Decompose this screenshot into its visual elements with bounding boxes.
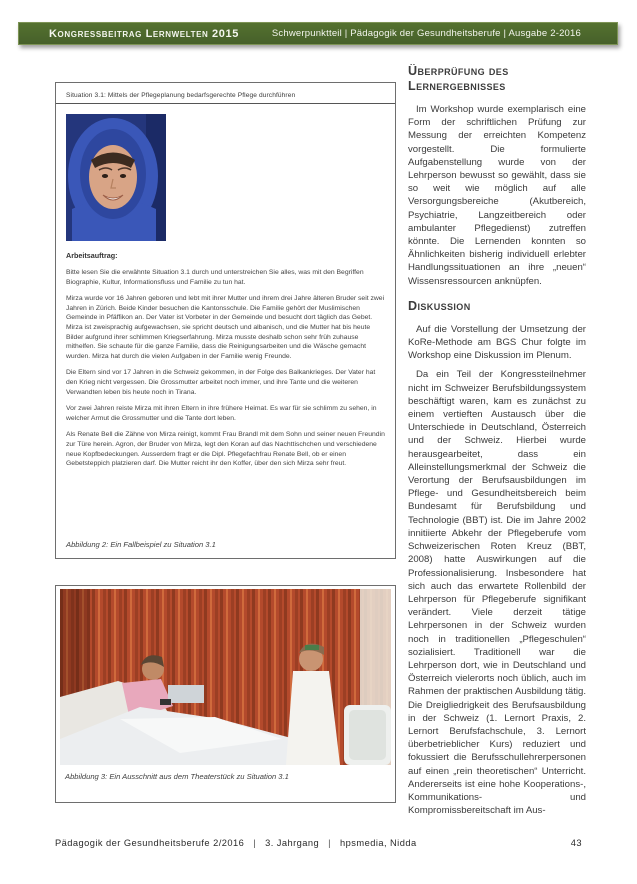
portrait-photo-graphic [66, 114, 166, 241]
case-paragraph: Bitte lesen Sie die erwähnte Situation 3.1 durch und unterstreichen Sie alles, was mit den Begriffen Biographie, Kultur, Informationsfluss und Familie zu tun hat. [66, 269, 364, 286]
page-footer [55, 838, 582, 848]
case-paragraph: Vor zwei Jahren reiste Mirza mit ihren Eltern in ihre frühere Heimat. Es war für sie schlimm zu sehen, in welcher Armut die Grossmutter und die Tante dort leben. [66, 405, 377, 422]
footer-volume: 3. Jahrgang [265, 838, 320, 848]
figure-2-case-study-box [55, 82, 396, 559]
case-paragraph: Mirza wurde vor 16 Jahren geboren und lebt mit ihrer Mutter und ihrem drei Jahre älteren Bruder seit zwei Jahren in Zürich. Beide Kinder besuchen die Kantonsschule. Die Familie gehört der Muslimischen Gemeinde in Pfäffikon an. Der Vater ist Vorbeter in der Gemeinde und besucht dort täglich das Gebet. Mirza ist zweisprachig aufgewachsen, sie spricht deutsch und albanisch, und die Mutter hat bis heute Bilder aufgrund ihrer schlimmen Kriegserfahrung. Mirza musste deshalb schon sehr früh zuhause mithelfen. Sie schaute für die ganze Familie, dass die Reinigungsarbeiten und die Wäsche gemacht wurden. Mirza hat durch die vielen Aufgaben in der Familie wenig Freunde. [66, 295, 385, 360]
page-number: 43 [570, 838, 582, 848]
case-paragraph: Als Renate Bell die Zähne von Mirza reinigt, kommt Frau Brandl mit dem Sohn und seiner neuen Freundin zur Türe herein. Agron, der Bruder von Mirza, legt den Koran auf das Nachttischchen und verschiedene neue Kopfbedeckungen. Ausserdem fragt er die Dipl. Pflegefachfrau Renate Bell, ob er einen Gebetsteppich platzieren darf. Die Mutter reicht ihr den Koffer, über den sich Mirza sehr freut. [66, 431, 385, 468]
theater-photo-graphic [60, 589, 391, 765]
figure-2-caption: Abbildung 2: Ein Fallbeispiel zu Situation 3.1 [66, 540, 216, 549]
footer-publisher: hpsmedia, Nidda [340, 838, 417, 848]
page-header-bar [18, 22, 618, 45]
case-photo-woman-hijab [66, 114, 166, 241]
footer-separator: | [328, 838, 332, 848]
situation-title: Situation 3.1: Mittels der Pflegeplanung bedarfsgerechte Pflege durchführen [56, 83, 395, 104]
header-issue-info: Schwerpunktteil | Pädagogik der Gesundheitsberufe | Ausgabe 2-2016 [271, 28, 581, 39]
article-column [408, 64, 586, 832]
theater-scene-photo [60, 589, 391, 765]
case-paragraph: Die Eltern sind vor 17 Jahren in die Schweiz gekommen, in der Folge des Balkankrieges. Der Vater hat den Krieg nicht vergessen. Die Grossmutter arbeitet noch immer, und ihre Tante und die weiteren Verwandten leben bis heute noch in Tirana. [66, 369, 376, 396]
header-congress-title: Kongressbeitrag Lernwelten 2015 [49, 27, 239, 40]
section-heading-diskussion: Diskussion [408, 298, 471, 313]
work-order-label: Arbeitsauftrag: [66, 251, 118, 260]
footer-imprint [55, 838, 417, 848]
article-paragraph: Im Workshop wurde exemplarisch eine Form der schriftlichen Prüfung zur Messung der erreichten Kompetenz vorgestellt. Die formulierte Aufgabenstellung wurde von der Lehrperson bewusst so gewählt, dass sie so weit wie möglich auf alle Versorgungsbereiche (Akutbereich, Psychiatrie, Langzeitbereich oder ambulanter Pflegedienst) zutreffen könnte. Die Lernenden konnten so Ähnlichkeiten bisherig individuell erlebter Handlungssituationen an ihre „neuen“ Wissensressourcen anknüpfen. [408, 104, 586, 287]
case-study-body [56, 104, 395, 469]
footer-journal-title: Pädagogik der Gesundheitsberufe 2/2016 [55, 838, 245, 848]
section-heading-lernergebnis: Überprüfung des Lernergebnisses [408, 64, 509, 93]
footer-separator: | [253, 838, 257, 848]
article-paragraph: Auf die Vorstellung der Umsetzung der KoRe-Methode am BGS Chur folgte im Workshop eine Diskussion im Plenum. [408, 323, 586, 362]
article-paragraph: Da ein Teil der Kongressteilnehmer nicht im Schweizer Berufsbildungssystem beschäftigt waren, kam es zunächst zu einem vertieften Austausch über die Unterschiede in Deutschland, Österreich und der Schweiz. Hierbei wurde herausgearbeitet, dass ein Alleinstellungsmerkmal der Schweiz die Verortung der Berufsausbildungen im Pflege- und Gesundheitsbereich beim Bundesamt für Berufsbildung und Technologie (BBT) ist. Die im Jahre 2002 innitiierte Abkehr der Pflegeberufe vom Schweizerischen Roten Kreuz (BBT, 2008) hatte Auswirkungen auf die Professionalisierung. Insbesondere hat sich auch das erwartete Rollenbild der Lehrperson für Pflegeberufe signifikant verändert. Viele derzeit tätige Lehrpersonen in der Schweiz wurden noch in traditionellen „Pflegeschulen“ sozialisiert. Traditionell war die Lehrperson dort, wie in Deutschland und Österreich vielerorts noch üblich, auch im Rahmen der praktischen Ausbildung tätig. Die Dreigliedrigkeit des Berufsausbildung in der Schweiz (1. Lernort Praxis, 2. Lernort Berufsfachschule, 3. Lernort überbetrieblicher Kurs) reduziert und fokussiert die Berufsschullehrerpersonen auf einen „rein theoretischen“ Unterricht. Andererseits ist eine hohe Kooperations-, Kommunikations- und Kompromissbereitschaft im Aus- [408, 369, 586, 817]
figure-3-caption: Abbildung 3: Ein Ausschnitt aus dem Theaterstück zu Situation 3.1 [65, 772, 289, 781]
figure-3-theater-box [55, 585, 396, 803]
